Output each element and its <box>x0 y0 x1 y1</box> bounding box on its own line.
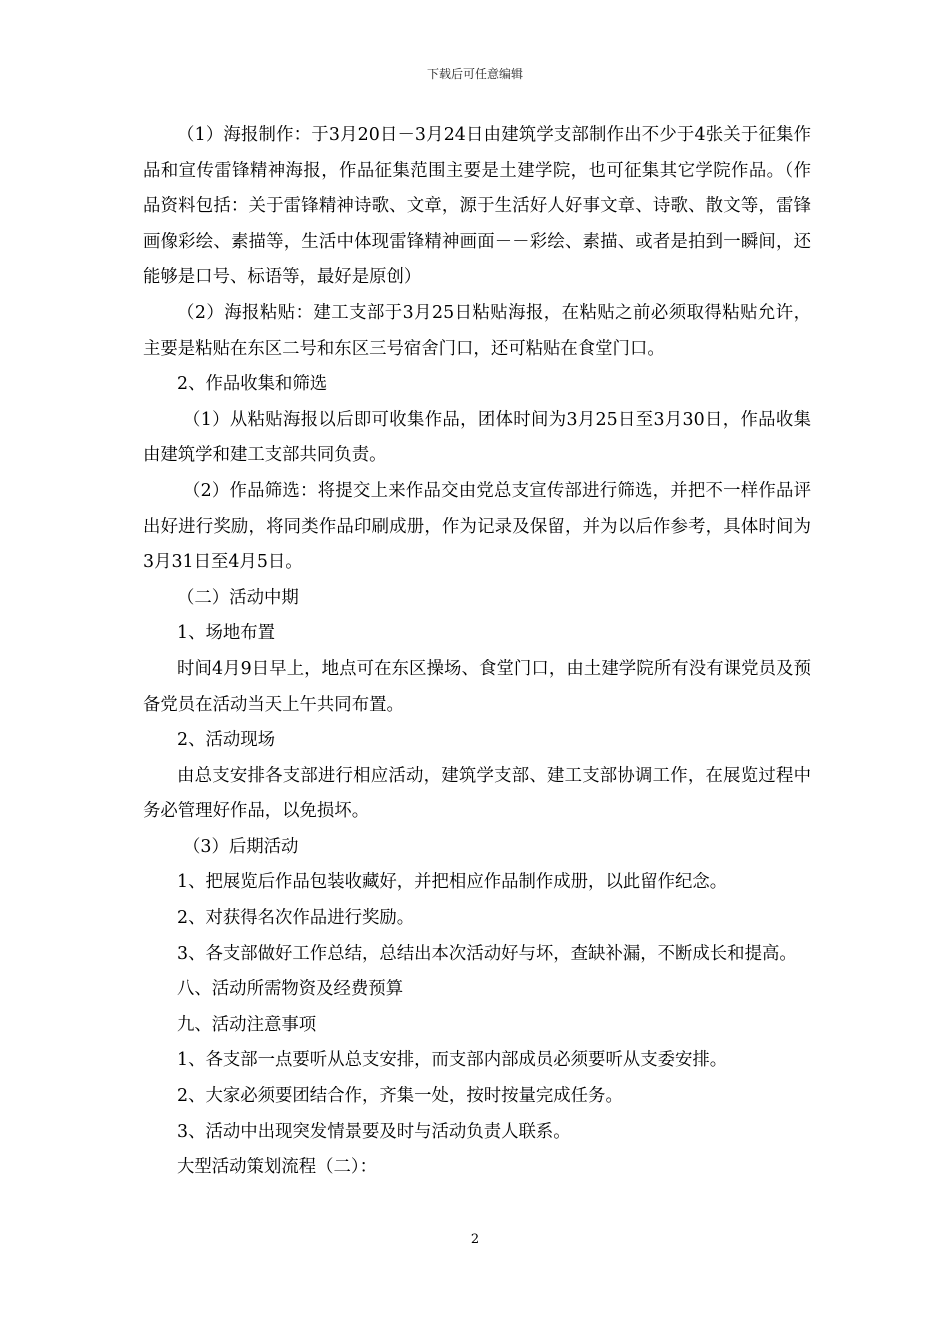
heading-mid-phase: （二）活动中期 <box>177 587 299 608</box>
heading-notes: 九、活动注意事项 <box>177 1014 317 1035</box>
list-item-notes-3: 3、活动中出现突发情景要及时与活动负责人联系。 <box>177 1121 571 1142</box>
document-body <box>143 118 811 1186</box>
paragraph-poster-making: （1）海报制作：于3月20日－3月24日由建筑学支部制作出不少于4张关于征集作品和宣传雷锋精神海报，作品征集范围主要是土建学院，也可征集其它学院作品。（作品资料包括：关于雷锋精神诗歌、文章，源于生活好人好事文章、诗歌、散文等，雷锋画像彩绘、素描等，生活中体现雷锋精神画面－－彩绘、素描、或者是拍到一瞬间，还能够是口号、标语等，最好是原创） <box>143 125 811 288</box>
page-number: 2 <box>470 1232 480 1247</box>
paragraph-screening: （2）作品筛选：将提交上来作品交由党总支宣传部进行筛选，并把不一样作品评出好进行奖励，将同类作品印刷成册，作为记录及保留，并为以后作参考，具体时间为3月31日至4月5日。 <box>143 480 811 573</box>
paragraph-collection: （1）从粘贴海报以后即可收集作品，团体时间为3月25日至3月30日，作品收集由建筑学和建工支部共同负责。 <box>143 409 811 466</box>
heading-event-site: 2、活动现场 <box>177 730 276 751</box>
list-item-post-2: 2、对获得名次作品进行奖励。 <box>177 908 415 929</box>
heading-post-phase: （3）后期活动 <box>183 836 299 857</box>
heading-materials-budget: 八、活动所需物资及经费预算 <box>177 979 404 1000</box>
page-header: 下载后可任意编辑 <box>426 67 523 81</box>
list-item-notes-2: 2、大家必须要团结合作，齐集一处，按时按量完成任务。 <box>177 1086 623 1107</box>
paragraph-venue-setup: 时间4月9日早上，地点可在东区操场、食堂门口，由土建学院所有没有课党员及预备党员在活动当天上午共同布置。 <box>143 658 811 715</box>
list-item-post-1: 1、把展览后作品包装收藏好，并把相应作品制作成册，以此留作纪念。 <box>177 872 728 893</box>
heading-venue-setup: 1、场地布置 <box>177 623 276 644</box>
list-item-post-3: 3、各支部做好工作总结，总结出本次活动好与坏，查缺补漏，不断成长和提高。 <box>177 943 797 964</box>
paragraph-event-site: 由总支安排各支部进行相应活动，建筑学支部、建工支部协调工作，在展览过程中务必管理好作品，以免损坏。 <box>143 765 811 822</box>
paragraph-poster-posting: （2）海报粘贴：建工支部于3月25日粘贴海报，在粘贴之前必须取得粘贴允许，主要是粘贴在东区二号和东区三号宿舍门口，还可粘贴在食堂门口。 <box>143 302 811 359</box>
heading-collection-screening: 2、作品收集和筛选 <box>177 374 328 395</box>
list-item-notes-1: 1、各支部一点要听从总支安排，而支部内部成员必须要听从支委安排。 <box>177 1050 728 1071</box>
heading-planning-process: 大型活动策划流程（二）： <box>177 1157 377 1178</box>
